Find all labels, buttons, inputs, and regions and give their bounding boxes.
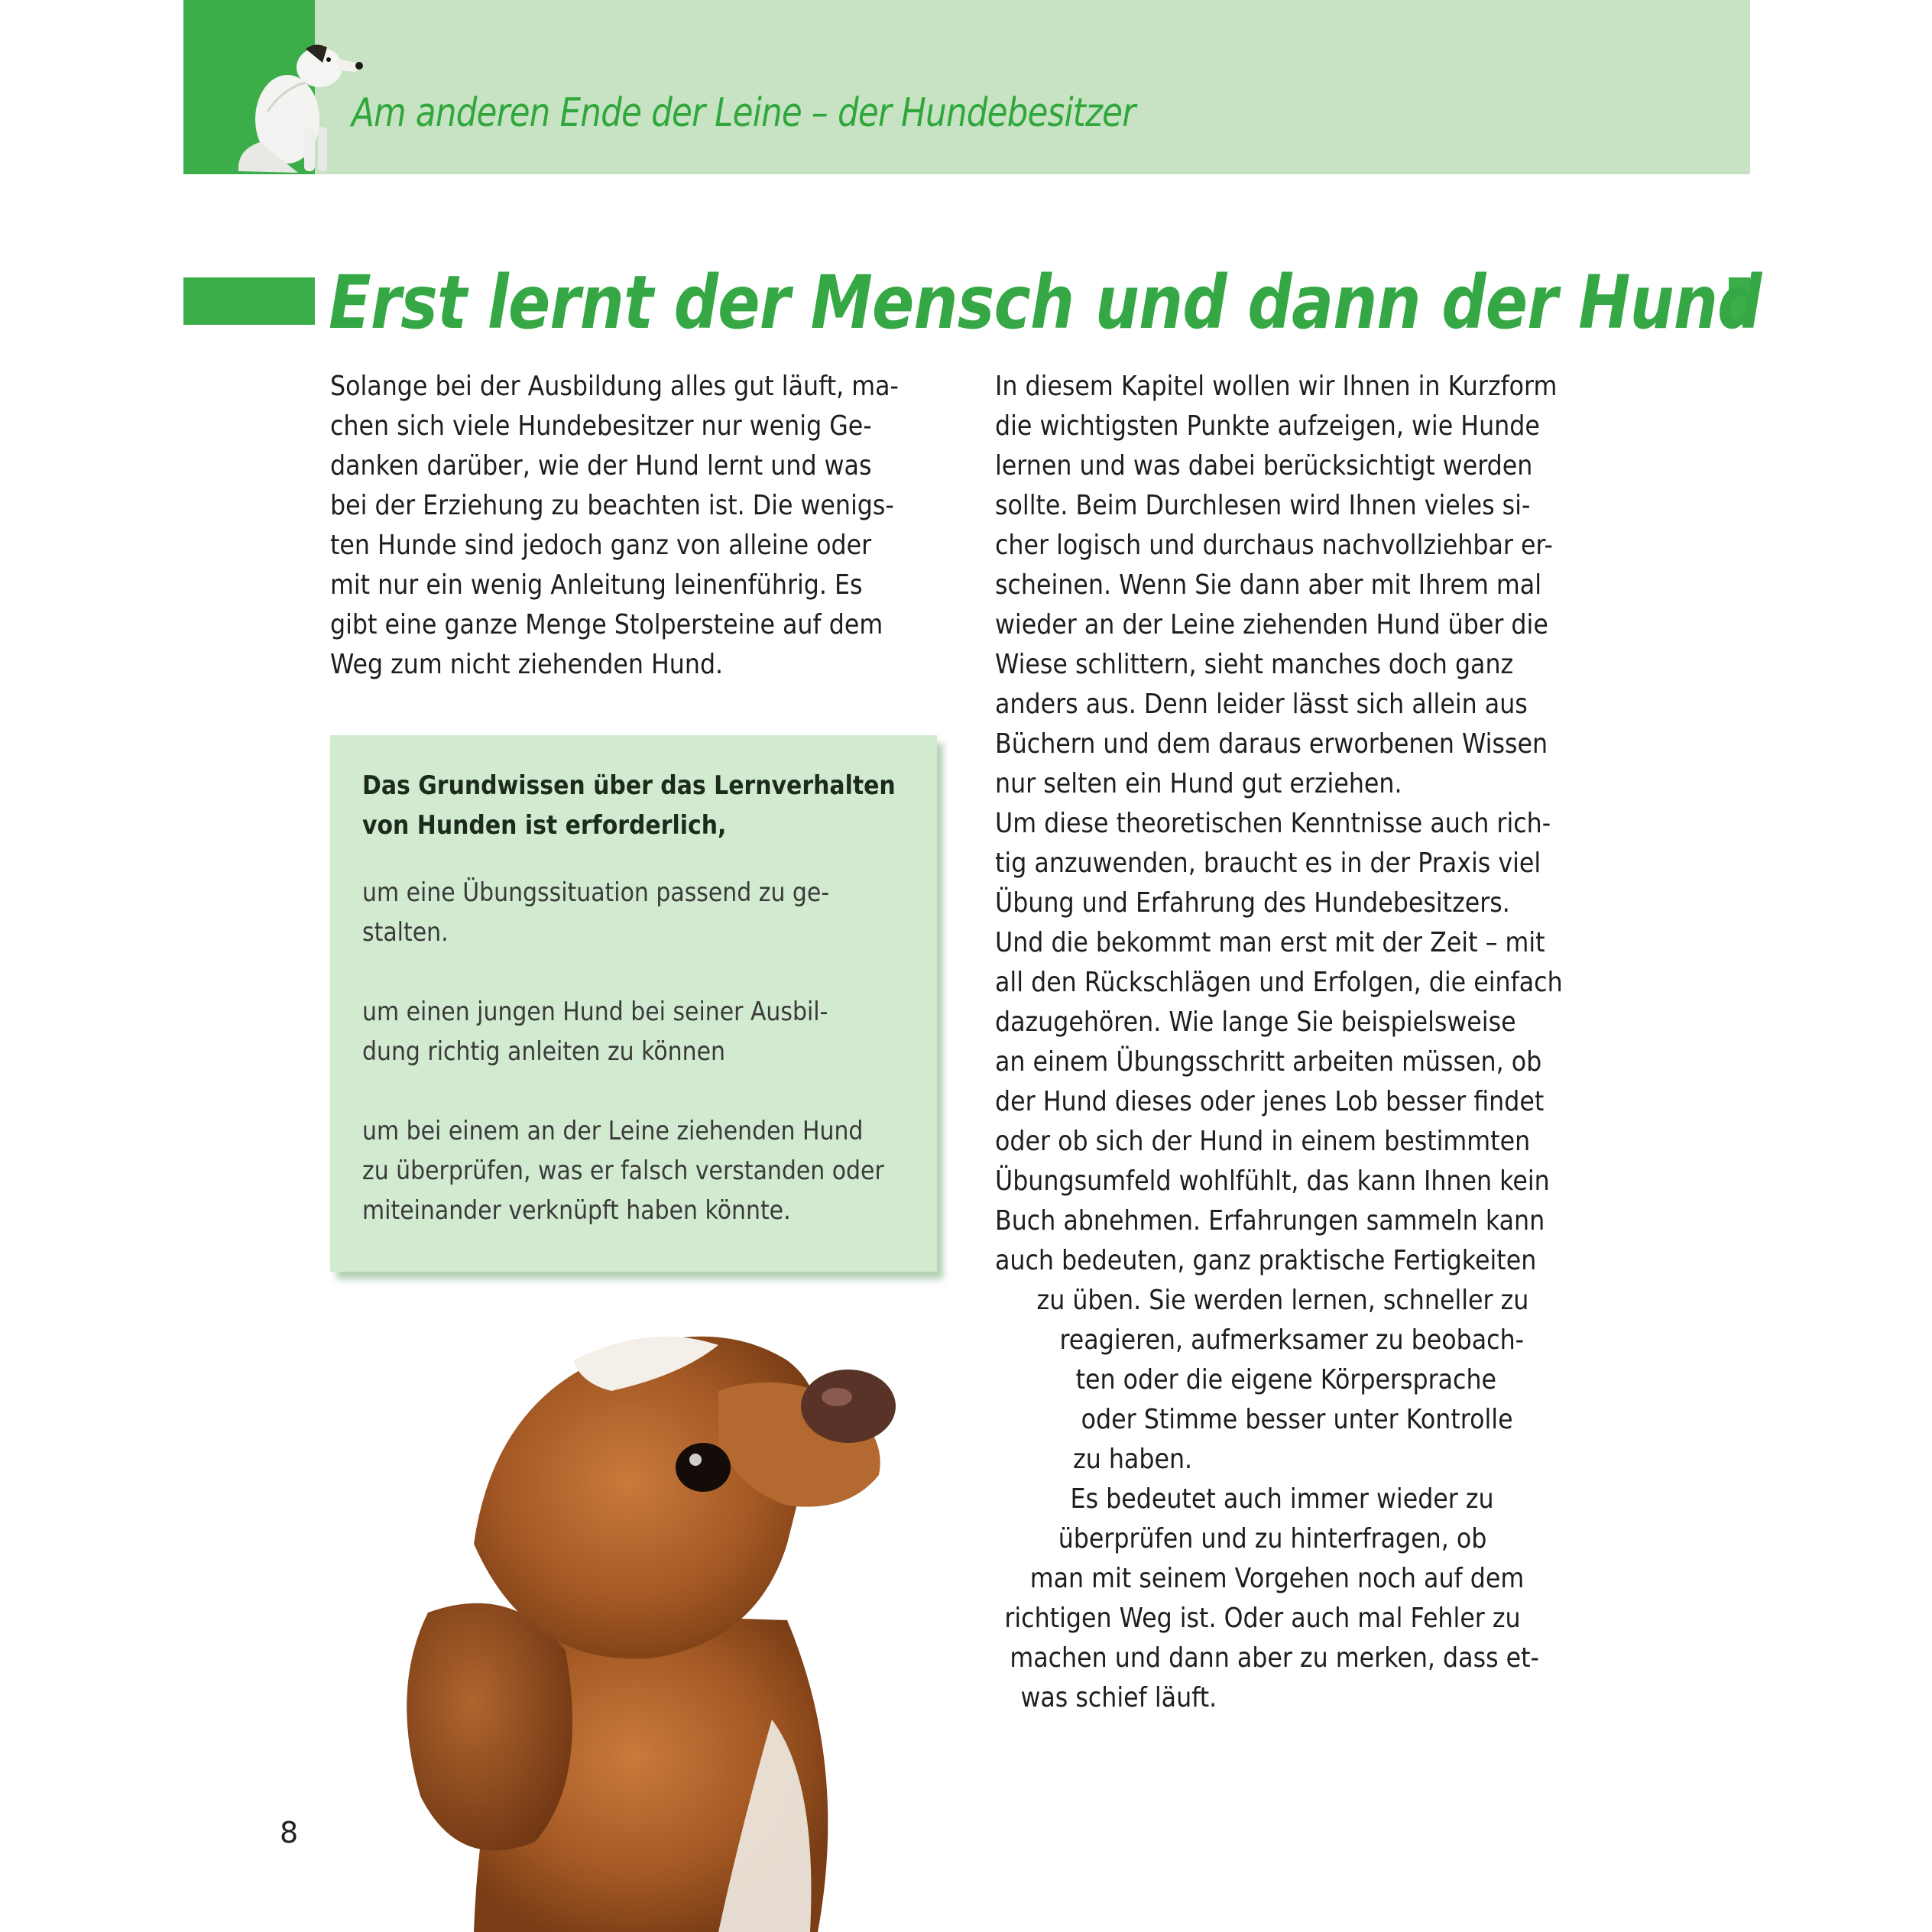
- text-line: Übung und Erfahrung des Hundebesitzers.: [995, 887, 1510, 919]
- info-item-1: [362, 873, 893, 952]
- text-line: nur selten ein Hund gut erziehen.: [995, 768, 1402, 799]
- text-line: bei der Erziehung zu beachten ist. Die wenigs-: [330, 490, 894, 521]
- text-line: zu haben.: [1073, 1444, 1193, 1475]
- chapter-headline: Erst lernt der Mensch und dann der Hund: [329, 260, 1762, 345]
- text-line: gibt eine ganze Menge Stolpersteine auf dem: [330, 609, 883, 640]
- info-box-lead: [362, 766, 968, 845]
- text-line: tig anzuwenden, braucht es in der Praxis viel: [995, 848, 1541, 879]
- info-item-line: miteinander verknüpft haben könnte.: [362, 1195, 791, 1226]
- text-line: Weg zum nicht ziehenden Hund.: [330, 649, 724, 680]
- text-line: man mit seinem Vorgehen noch auf dem: [1029, 1563, 1525, 1594]
- text-line: Übungsumfeld wohlfühlt, das kann Ihnen kein: [995, 1165, 1550, 1197]
- info-item-line: stalten.: [362, 917, 449, 948]
- text-line: all den Rückschlägen und Erfolgen, die einfach: [995, 967, 1563, 998]
- info-item-line: um einen jungen Hund bei seiner Ausbil-: [362, 997, 828, 1027]
- text-line: Und die bekommt man erst mit der Zeit – mit: [995, 927, 1545, 958]
- text-line: Um diese theoretischen Kenntnisse auch rich-: [995, 808, 1551, 839]
- text-line: chen sich viele Hundebesitzer nur wenig Ge-: [330, 410, 872, 442]
- text-line: oder Stimme besser unter Kontrolle: [1081, 1404, 1513, 1435]
- right-column: [995, 367, 1640, 1718]
- text-line: machen und dann aber zu merken, dass et-: [1010, 1642, 1539, 1674]
- left-column: [330, 367, 976, 685]
- text-line: auch bedeuten, ganz praktische Fertigkeiten: [995, 1245, 1537, 1276]
- text-line: lernen und was dabei berücksichtigt werden: [995, 450, 1533, 481]
- text-line: Solange bei der Ausbildung alles gut läuft, ma-: [330, 371, 899, 402]
- info-item-line: um bei einem an der Leine ziehenden Hund: [362, 1116, 864, 1146]
- text-line: Büchern und dem daraus erworbenen Wissen: [995, 728, 1548, 760]
- text-line: ten Hunde sind jedoch ganz von alleine oder: [330, 530, 872, 561]
- text-line: In diesem Kapitel wollen wir Ihnen in Kurzform: [995, 371, 1558, 402]
- running-title: Am anderen Ende der Leine – der Hundebesitzer: [352, 90, 1136, 136]
- text-line: ten oder die eigene Körpersprache: [1075, 1364, 1497, 1396]
- text-line: oder ob sich der Hund in einem bestimmten: [995, 1126, 1531, 1157]
- text-line: mit nur ein wenig Anleitung leinenführig. Es: [330, 569, 863, 601]
- info-item-line: dung richtig anleiten zu können: [362, 1036, 725, 1067]
- text-line: die wichtigsten Punkte aufzeigen, wie Hunde: [995, 410, 1540, 442]
- headline-bar-left: [183, 277, 315, 325]
- text-line: scheinen. Wenn Sie dann aber mit Ihrem mal: [995, 569, 1541, 601]
- text-line: was schief läuft.: [1020, 1682, 1217, 1713]
- text-line: sollte. Beim Durchlesen wird Ihnen vieles si-: [995, 490, 1531, 521]
- text-line: an einem Übungsschritt arbeiten müssen, ob: [995, 1046, 1542, 1078]
- info-item-line: zu überprüfen, was er falsch verstanden oder: [362, 1156, 884, 1186]
- info-item-2: [362, 992, 891, 1071]
- info-item-3: [362, 1111, 955, 1230]
- text-line: Buch abnehmen. Erfahrungen sammeln kann: [995, 1205, 1545, 1237]
- text-line: Es bedeutet auch immer wieder zu: [1070, 1483, 1494, 1515]
- puppy-photo: [359, 1292, 1070, 1932]
- text-line: Wiese schlittern, sieht manches doch ganz: [995, 649, 1514, 680]
- info-item-line: um eine Übungssituation passend zu ge-: [362, 877, 830, 908]
- text-line: richtigen Weg ist. Oder auch mal Fehler zu: [1004, 1603, 1521, 1634]
- terrier-photo: [222, 28, 367, 174]
- text-line: überprüfen und zu hinterfragen, ob: [1058, 1523, 1487, 1554]
- page-number: 8: [280, 1816, 299, 1849]
- text-line: danken darüber, wie der Hund lernt und was: [330, 450, 872, 481]
- text-line: der Hund dieses oder jenes Lob besser findet: [995, 1086, 1545, 1117]
- text-line: anders aus. Denn leider lässt sich allein aus: [995, 689, 1528, 720]
- text-line: wieder an der Leine ziehenden Hund über die: [995, 609, 1548, 640]
- text-line: cher logisch und durchaus nachvollziehbar er-: [995, 530, 1553, 561]
- info-lead-line: von Hunden ist erforderlich,: [362, 810, 727, 841]
- header-band: [183, 0, 1750, 174]
- text-line: reagieren, aufmerksamer zu beobach-: [1059, 1324, 1525, 1356]
- info-lead-line: Das Grundwissen über das Lernverhalten: [362, 770, 896, 801]
- text-line: zu üben. Sie werden lernen, schneller zu: [1036, 1285, 1529, 1316]
- text-line: dazugehören. Wie lange Sie beispielsweise: [995, 1007, 1516, 1038]
